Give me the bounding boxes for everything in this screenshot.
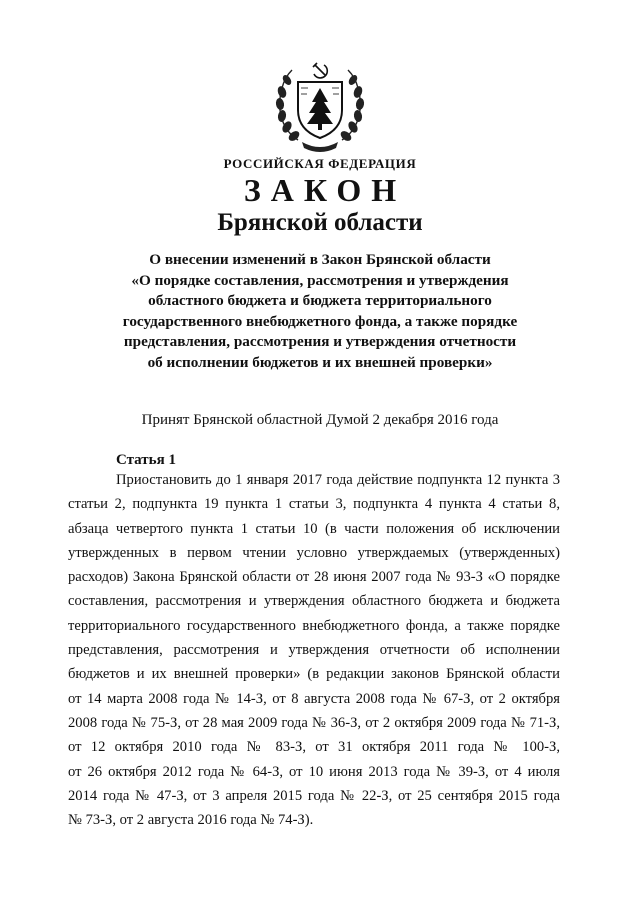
article-line: 2008 года № 75-З, от 28 мая 2009 года № 36-З, от 2 октября 2009 года № 71-З,	[68, 714, 560, 731]
law-title-line: об исполнении бюджетов и их внешней проверки»	[147, 353, 493, 371]
law-title-line: государственного внебюджетного фонда, а также порядке	[122, 312, 518, 330]
article-line: от 14 марта 2008 года № 14-З, от 8 августа 2008 года № 67-З, от 2 октября	[68, 690, 560, 707]
law-title-line: представления, рассмотрения и утверждения отчетности	[123, 333, 517, 351]
article-line: расходов) Закона Брянской области от 28 июня 2007 года № 93-З «О порядке	[68, 569, 560, 586]
article-line: бюджетов и их внешней проверки» (в редакции законов Брянской области	[68, 666, 560, 683]
article-line: утвержденных в первом чтении условно утверждаемых (утвержденных)	[68, 544, 560, 561]
article-line: составления, рассмотрения и утверждения областного бюджета и бюджета	[68, 593, 560, 610]
law-title-line: «О порядке составления, рассмотрения и утверждения	[131, 271, 509, 289]
article-line: № 73-З, от 2 августа 2016 года № 74-З).	[68, 812, 314, 829]
article-heading: Статья 1	[116, 452, 176, 468]
law-title-line: областного бюджета и бюджета территориального	[148, 292, 492, 310]
header-federation: РОССИЙСКАЯ ФЕДЕРАЦИЯ	[223, 156, 417, 171]
law-title	[80, 250, 560, 374]
header-law-word: ЗАКОН	[243, 172, 407, 208]
adoption-note: Принят Брянской областной Думой 2 декабря 2016 года	[141, 412, 499, 428]
article-line: 2014 года № 47-З, от 3 апреля 2015 года № 22-З, от 25 сентября 2015 года	[68, 787, 560, 804]
article-line: от 26 октября 2012 года № 64-З, от 10 июня 2013 года № 39-З, от 4 июля	[68, 763, 560, 780]
bryansk-region-coat-of-arms-icon	[268, 58, 372, 154]
article-line: от 12 октября 2010 года № 83-З, от 31 октября 2011 года № 100-З,	[68, 739, 560, 756]
header-region: Брянской области	[217, 209, 423, 236]
law-title-line: О внесении изменений в Закон Брянской области	[149, 251, 491, 268]
article-line: абзаца четвертого пункта 1 статьи 10 (в части положения об исключении	[68, 520, 560, 537]
article-line: территориального государственного внебюджетного фонда, а также порядке	[68, 617, 560, 634]
article-line: представления, рассмотрения и утверждения отчетности об исполнении	[68, 642, 560, 659]
article-line: Приостановить до 1 января 2017 года действие подпункта 12 пункта 3	[116, 472, 560, 488]
article-1-body	[68, 468, 560, 832]
article-line: статьи 2, подпункта 19 пункта 1 статьи 3, подпункта 4 пункта 4 статьи 8,	[68, 496, 560, 513]
